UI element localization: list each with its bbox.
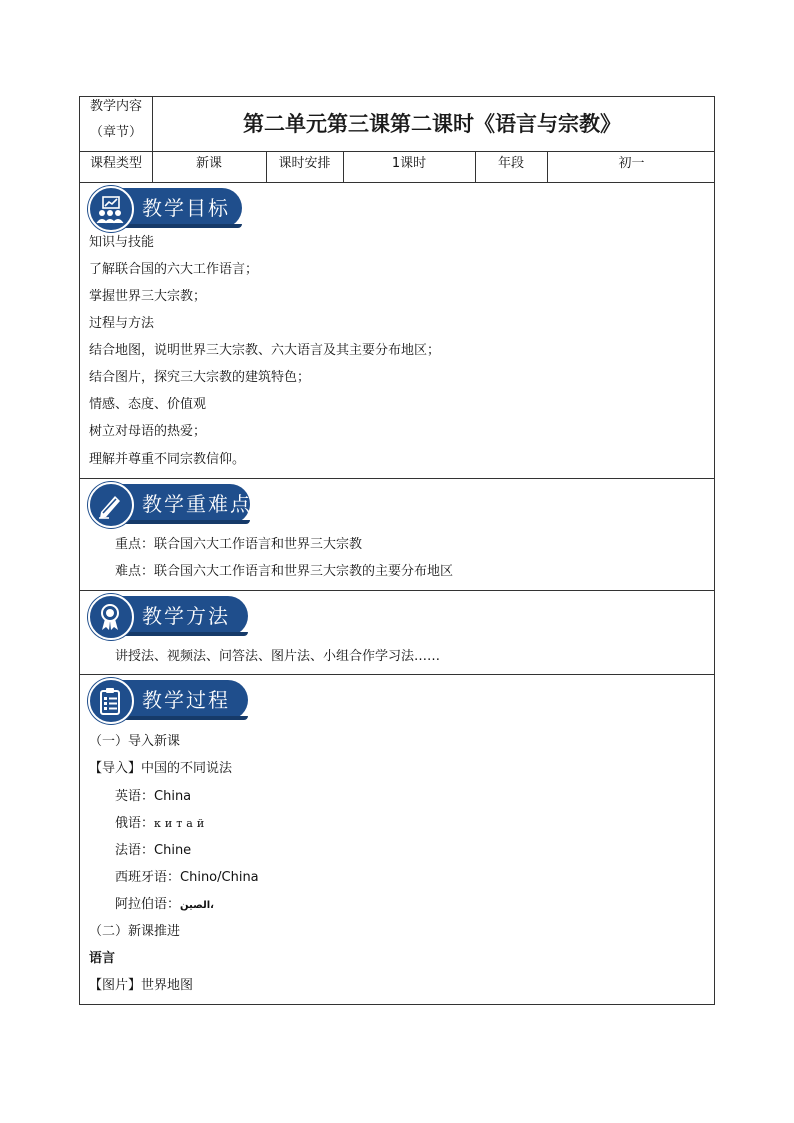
objective-line: 掌握世界三大宗教； — [89, 289, 207, 304]
process-banner-label: 教学过程 — [142, 688, 230, 712]
spanish-value: Chino/China — [180, 870, 259, 885]
divider — [80, 182, 714, 183]
objectives-banner-label: 教学目标 — [142, 196, 230, 220]
key-point-text: 重点：联合国六大工作语言和世界三大宗教 — [115, 537, 363, 552]
content-label-1: 教学内容 — [89, 99, 142, 114]
teaching-chart-icon — [95, 194, 125, 224]
divider — [80, 674, 714, 675]
divider — [80, 151, 714, 152]
english-line — [115, 788, 191, 806]
grade-value: 初一 — [618, 156, 645, 171]
objective-line: 树立对母语的热爱； — [89, 424, 207, 439]
methods-text: 讲授法、视频法、问答法、图片法、小组合作学习法…… — [115, 649, 441, 664]
process-step-2: （二）新课推进 — [89, 924, 181, 939]
english-label: 英语： — [115, 789, 155, 804]
french-label: 法语： — [115, 843, 155, 858]
objective-line: 了解联合国的六大工作语言； — [89, 262, 259, 277]
hours-value: 1课时 — [391, 156, 427, 171]
objective-line: 情感、态度、价值观 — [89, 397, 207, 412]
methods-banner-label: 教学方法 — [142, 604, 230, 628]
objective-line: 过程与方法 — [89, 316, 155, 331]
process-intro: 【导入】中国的不同说法 — [89, 761, 233, 776]
hours-label: 课时安排 — [278, 156, 331, 171]
objective-line: 理解并尊重不同宗教信仰。 — [89, 452, 246, 467]
language-heading: 语言 — [89, 951, 116, 966]
russian-label: 俄语： — [115, 816, 155, 831]
divider — [80, 590, 714, 591]
pencil-icon — [95, 490, 125, 520]
arabic-label: 阿拉伯语： — [115, 897, 181, 912]
french-line — [115, 842, 191, 860]
course-type-value: 新课 — [195, 156, 222, 171]
arabic-line — [115, 896, 214, 915]
lesson-plan-table — [79, 96, 715, 1005]
spanish-label: 西班牙语： — [115, 870, 181, 885]
russian-line — [115, 815, 208, 833]
objective-line: 结合地图，说明世界三大宗教、六大语言及其主要分布地区； — [89, 343, 441, 358]
objective-line: 知识与技能 — [89, 235, 155, 250]
divider — [80, 478, 714, 479]
clipboard-icon — [95, 686, 125, 716]
russian-value: китай — [154, 817, 209, 830]
keypoints-banner-label: 教学重难点 — [142, 492, 252, 516]
english-value: China — [154, 789, 192, 804]
award-ribbon-icon — [95, 602, 125, 632]
objective-line: 结合图片，探究三大宗教的建筑特色； — [89, 370, 311, 385]
picture-line: 【图片】世界地图 — [89, 978, 194, 993]
process-step-1: （一）导入新课 — [89, 734, 181, 749]
content-label-2: （章节） — [89, 125, 142, 140]
course-type-label: 课程类型 — [89, 156, 142, 171]
french-value: Chine — [154, 843, 192, 858]
page-title: 第二单元第三课第二课时《语言与宗教》 — [243, 111, 621, 136]
arabic-value: الصين، — [180, 900, 214, 911]
spanish-line — [115, 869, 259, 887]
grade-label: 年段 — [497, 156, 524, 171]
difficult-point-text: 难点：联合国六大工作语言和世界三大宗教的主要分布地区 — [115, 564, 454, 579]
